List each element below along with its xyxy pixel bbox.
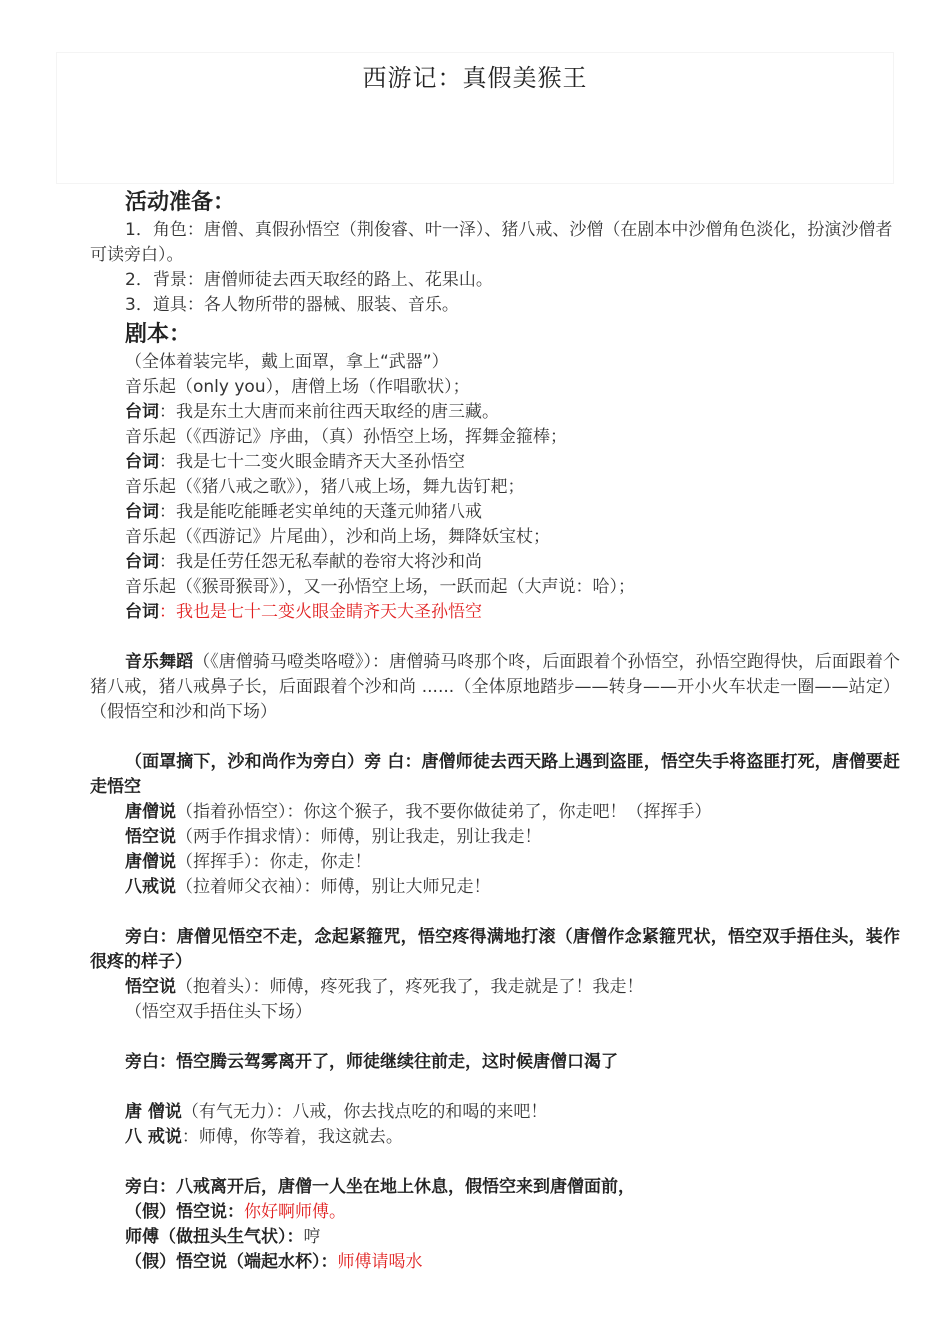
dialogue-text: 师傅请喝水 <box>337 1252 423 1272</box>
dialogue-line <box>90 975 900 1000</box>
speaker: 八 戒说 <box>125 1127 182 1147</box>
line-label: 台词 <box>125 402 159 422</box>
prep-item-props: 3．道具：各人物所带的器械、服装、音乐。 <box>125 295 459 315</box>
document-body <box>90 188 900 1275</box>
music-cue: 音乐起（only you），唐僧上场（作唱歌状）； <box>125 377 470 397</box>
music-cue: 音乐起（《猪八戒之歌》），猪八戒上场，舞九齿钉耙； <box>125 477 525 497</box>
speaker-prefix: （假） <box>125 1252 176 1272</box>
dialogue-line <box>90 1250 900 1275</box>
narration: 旁白：唐僧见悟空不走，念起紧箍咒，悟空疼得满地打滚（唐僧作念紧箍咒状，悟空双手捂住头，装作很疼的样子） <box>90 927 900 972</box>
prep-item-setting: 2．背景：唐僧师徒去西天取经的路上、花果山。 <box>125 270 493 290</box>
speaker: 悟空说 <box>125 977 176 997</box>
line-text: ：我是能吃能睡老实单纯的天蓬元帅猪八戒 <box>159 502 482 522</box>
prep-item-roles: 1．角色：唐僧、真假孙悟空（荆俊睿、叶一泽）、猪八戒、沙僧（在剧本中沙僧角色淡化，扮演沙僧者可读旁白）。 <box>90 220 893 265</box>
stage-direction: （悟空双手捂住头下场） <box>125 1002 312 1022</box>
line-label: 台词 <box>125 602 159 622</box>
prep-heading: 活动准备： <box>125 190 236 215</box>
dialogue-line <box>90 825 900 850</box>
dialogue-text: （两手作揖求情）：师傅，别让我走，别让我走！ <box>176 827 542 847</box>
narration: 旁白：八戒离开后，唐僧一人坐在地上休息，假悟空来到唐僧面前， <box>125 1177 635 1197</box>
speaker-prefix: （假） <box>125 1202 176 1222</box>
line-label: 台词 <box>125 552 159 572</box>
speaker: 师傅（做扭头生气状）： <box>125 1227 304 1247</box>
music-cue: 音乐起（《西游记》片尾曲），沙和尚上场，舞降妖宝杖； <box>125 527 550 547</box>
dance-label: 音乐舞蹈 <box>125 652 194 672</box>
speaker: 悟空说 <box>125 827 176 847</box>
line-fake-wukong <box>90 600 900 625</box>
dialogue-text: 哼 <box>303 1227 321 1247</box>
dialogue-text: ：师傅，你等着，我这就去。 <box>181 1127 403 1147</box>
line-label: 台词 <box>125 502 159 522</box>
dance-paragraph <box>90 650 900 725</box>
music-cue: 音乐起（《猴哥猴哥》），又一孙悟空上场，一跃而起（大声说：哈）； <box>125 577 635 597</box>
narration: 旁白：悟空腾云驾雾离开了，师徒继续往前走，这时候唐僧口渴了 <box>125 1052 618 1072</box>
dialogue-text: （抱着头）：师傅，疼死我了，疼死我了，我走就是了！我走！ <box>176 977 644 997</box>
narration: （面罩摘下，沙和尚作为旁白）旁 白：唐僧师徒去西天路上遇到盗匪，悟空失手将盗匪打死，唐僧要赶走悟空 <box>90 752 900 797</box>
speaker: 唐 僧说 <box>125 1102 182 1122</box>
stage-direction: （全体着装完毕，戴上面罩，拿上“武器”） <box>125 352 449 372</box>
music-cue: 音乐起（《西游记》序曲，（真）孙悟空上场，挥舞金箍棒； <box>125 427 567 447</box>
speaker: 唐僧说 <box>125 802 176 822</box>
line-tangseng <box>90 400 900 425</box>
dialogue-line <box>90 800 900 825</box>
dialogue-line <box>90 1200 900 1225</box>
dialogue-text: 你好啊师傅。 <box>244 1202 346 1222</box>
dialogue-line <box>90 1100 900 1125</box>
line-text: ：我也是七十二变火眼金睛齐天大圣孙悟空 <box>159 602 482 622</box>
dialogue-text: （有气无力）：八戒，你去找点吃的和喝的来吧！ <box>181 1102 548 1122</box>
dialogue-line <box>90 1125 900 1150</box>
dialogue-line <box>90 1225 900 1250</box>
dialogue-line <box>90 850 900 875</box>
dialogue-text: （挥挥手）：你走，你走！ <box>176 852 372 872</box>
line-text: ：我是东土大唐而来前往西天取经的唐三藏。 <box>159 402 499 422</box>
speaker: 唐僧说 <box>125 852 176 872</box>
line-shaseng <box>90 550 900 575</box>
line-bajie <box>90 500 900 525</box>
script-heading: 剧本： <box>125 322 192 347</box>
dance-text: （《唐僧骑马噔类咯噔》）：唐僧骑马咚那个咚，后面跟着个孙悟空，孙悟空跑得快，后面跟着个猪八戒，猪八戒鼻子长，后面跟着个沙和尚 ......（全体原地踏步——转身——开小火车状走一圈——站定）（假悟空和沙和尚下场） <box>90 652 901 722</box>
line-wukong <box>90 450 900 475</box>
speaker: 八戒说 <box>125 877 176 897</box>
speaker: 悟空说： <box>176 1202 244 1222</box>
line-label: 台词 <box>125 452 159 472</box>
dialogue-line <box>90 875 900 900</box>
page-title: 西游记：真假美猴王 <box>362 64 588 92</box>
line-text: ：我是任劳任怨无私奉献的卷帘大将沙和尚 <box>159 552 482 572</box>
line-text: ：我是七十二变火眼金睛齐天大圣孙悟空 <box>159 452 465 472</box>
speaker: 悟空说（端起水杯）： <box>176 1252 338 1272</box>
dialogue-text: （拉着师父衣袖）：师傅，别让大师兄走！ <box>176 877 491 897</box>
dialogue-text: （指着孙悟空）：你这个猴子，我不要你做徒弟了，你走吧！（挥挥手） <box>176 802 712 822</box>
